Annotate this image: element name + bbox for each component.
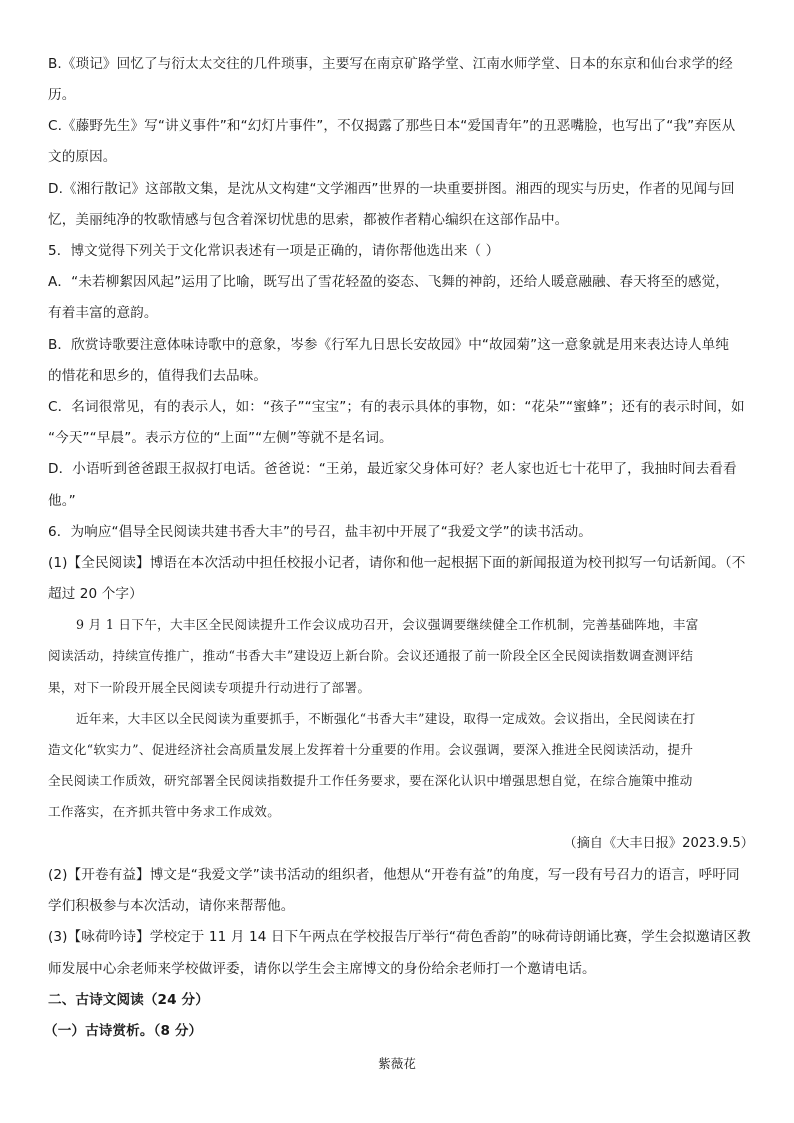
news-p1-line2: 阅读活动，持续宣传推广，推动“书香大丰”建设迈上新台阶。会议还通报了前一阶段全区全民阅读指数调查测评结 bbox=[48, 648, 694, 663]
q5-option-b-line1: B．欣赏诗歌要注意体味诗歌中的意象，岑参《行军九日思长安故园》中“故园菊”这一意象就是用来表达诗人单纯 bbox=[48, 337, 730, 353]
q4-option-b-line2: 历。 bbox=[48, 87, 76, 103]
q6-part2-line1: (2)【开卷有益】博文是“我爱文学”读书活动的组织者，他想从“开卷有益”的角度，写一段有号召力的语言，呼吁同 bbox=[48, 867, 740, 883]
news-source: （摘自《大丰日报》2023.9.5） bbox=[563, 836, 754, 851]
q6-part1-line1: (1)【全民阅读】博语在本次活动中担任校报小记者，请你和他一起根据下面的新闻报道为校刊拟写一句话新闻。（不 bbox=[48, 555, 746, 571]
q5-option-d-line1: D．小语听到爸爸跟王叔叔打电话。爸爸说：“王弟，最近家父身体可好？老人家也近七十花甲了，我抽时间去看看 bbox=[48, 461, 737, 477]
q5-option-c-line1: C．名词很常见，有的表示人，如：“孩子”“宝宝”；有的表示具体的事物，如：“花朵”“蜜蜂”；还有的表示时间，如 bbox=[48, 399, 745, 415]
news-p1-line1: 9 月 1 日下午，大丰区全民阅读提升工作会议成功召开，会议强调要继续健全工作机制，完善基础阵地，丰富 bbox=[76, 617, 699, 632]
q4-option-c-line2: 文的原因。 bbox=[48, 149, 117, 165]
section-heading: 二、古诗文阅读（24 分） bbox=[48, 992, 209, 1008]
q5-option-c-line2: “今天”“早晨”。表示方位的“上面”“左侧”等就不是名词。 bbox=[48, 430, 393, 446]
q4-option-b-line1: B.《琐记》回忆了与衍太太交往的几件琐事，主要写在南京矿路学堂、江南水师学堂、日本的东京和仙台求学的经 bbox=[48, 56, 733, 72]
q5-option-b-line2: 的惜花和思乡的，值得我们去品味。 bbox=[48, 368, 268, 384]
news-p1-line3: 果，对下一阶段开展全民阅读专项提升行动进行了部署。 bbox=[48, 680, 371, 695]
news-p2-line2: 造文化“软实力”、促进经济社会高质量发展上发挥着十分重要的作用。会议强调，要深入推进全民阅读活动，提升 bbox=[48, 742, 694, 757]
news-p2-line4: 工作落实，在齐抓共管中务求工作成效。 bbox=[48, 804, 281, 819]
q5-stem: 5．博文觉得下列关于文化常识表述有一项是正确的，请你帮他选出来（ ） bbox=[48, 243, 500, 259]
q5-option-a-line1: A．“未若柳絮因风起”运用了比喻，既写出了雪花轻盈的姿态、飞舞的神韵，还给人暖意融融、春天将至的感觉， bbox=[48, 274, 729, 290]
q4-option-c-line1: C.《藤野先生》写“讲义事件”和“幻灯片事件”，不仅揭露了那些日本“爱国青年”的丑恶嘴脸，也写出了“我”弃医从 bbox=[48, 118, 736, 134]
news-p2-line3: 全民阅读工作质效，研究部署全民阅读指数提升工作任务要求，要在深化认识中增强思想自觉，在综合施策中推动 bbox=[48, 773, 693, 788]
q6-stem: 6．为响应“倡导全民阅读共建书香大丰”的号召，盐丰初中开展了“我爱文学”的读书活动。 bbox=[48, 524, 592, 540]
q6-part2-line2: 学们积极参与本次活动，请你来帮帮他。 bbox=[48, 898, 295, 914]
q5-option-a-line2: 有着丰富的意韵。 bbox=[48, 305, 158, 321]
subsection-heading: （一）古诗赏析。（8 分） bbox=[44, 1023, 203, 1039]
news-p2-line1: 近年来，大丰区以全民阅读为重要抓手，不断强化“书香大丰”建设，取得一定成效。会议指出，全民阅读在打 bbox=[76, 711, 696, 726]
q6-part3-line2: 师发展中心余老师来学校做评委，请你以学生会主席博文的身份给余老师打一个邀请电话。 bbox=[48, 961, 596, 977]
q5-option-d-line2: 他。” bbox=[48, 493, 76, 509]
poem-title: 紫薇花 bbox=[378, 1056, 416, 1071]
q6-part3-line1: (3)【咏荷吟诗】学校定于 11 月 14 日下午两点在学校报告厅举行“荷色香韵”的咏荷诗朗诵比赛，学生会拟邀请区教 bbox=[48, 929, 751, 945]
q6-part1-line2: 超过 20 个字） bbox=[48, 586, 143, 602]
q4-option-d-line2: 忆，美丽纯净的牧歌情感与包含着深切忧患的思索，都被作者精心编织在这部作品中。 bbox=[48, 212, 569, 228]
q4-option-d-line1: D.《湘行散记》这部散文集，是沈从文构建“文学湘西”世界的一块重要拼图。湘西的现实与历史，作者的见闻与回 bbox=[48, 181, 735, 197]
